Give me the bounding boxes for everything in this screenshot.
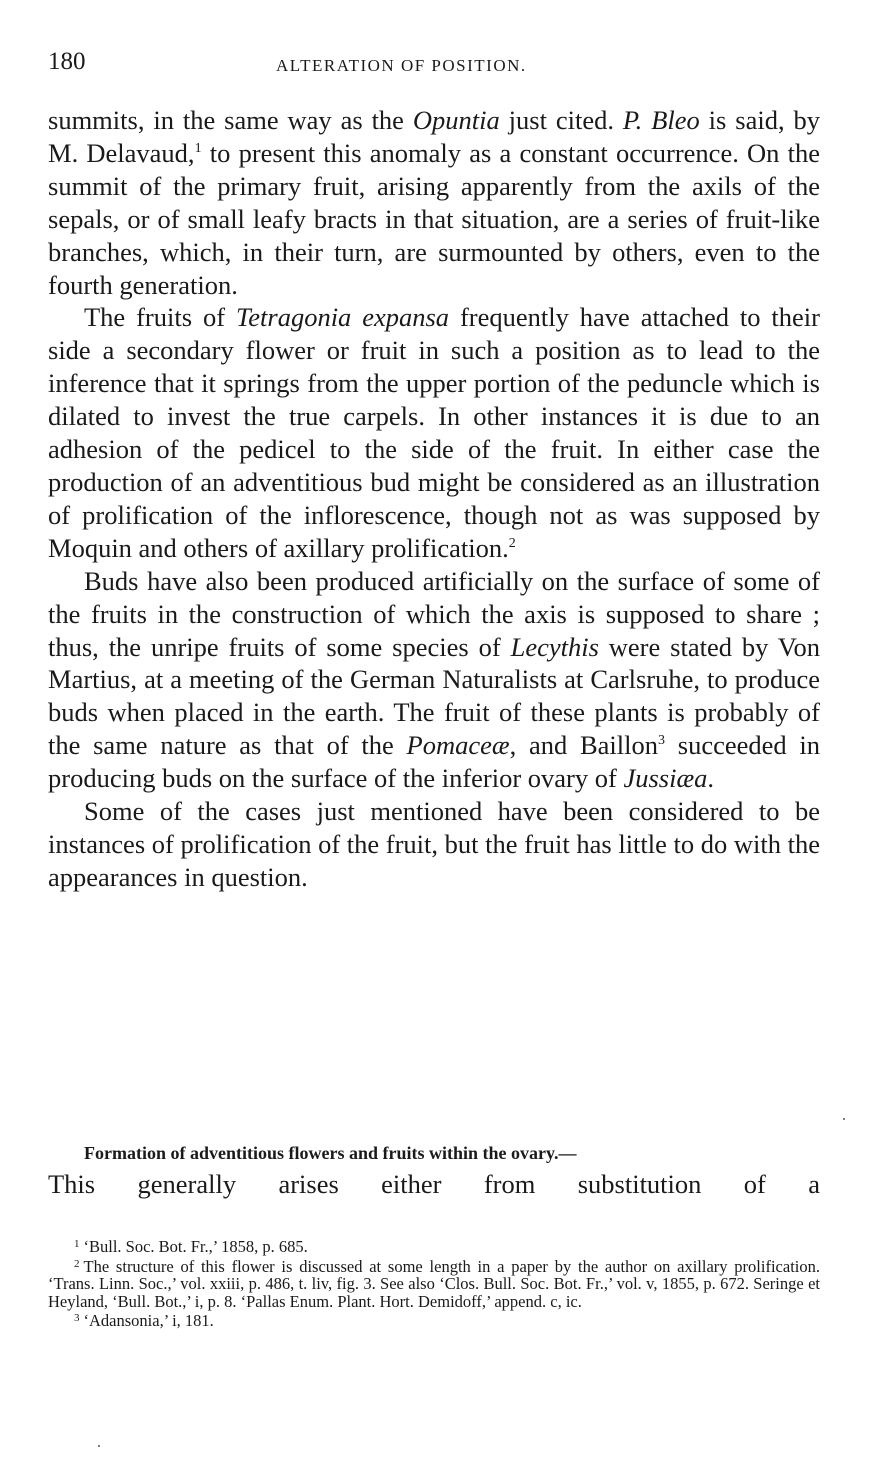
footnote-ref: 2 <box>508 535 516 551</box>
footnote-ref: 1 <box>194 140 202 156</box>
taxon-name: Jussiæa <box>623 763 708 794</box>
text-run: . <box>707 763 715 794</box>
section-heading: Formation of adventitious flowers and fruits within the ovary.— <box>84 1143 577 1163</box>
text-run: summits, in the same way as the <box>48 105 413 135</box>
paragraph-2 <box>48 301 820 564</box>
text-run: is said, by M. Delavaud, <box>48 105 820 168</box>
footnote-text: ‘Adansonia,’ i, 181. <box>83 1311 214 1331</box>
footnote-text: ‘Bull. Soc. Bot. Fr.,’ 1858, p. 685. <box>83 1237 308 1256</box>
text-run: , and Baillon <box>509 730 658 761</box>
taxon-name: Pomaceæ <box>406 730 510 761</box>
text-run: Buds have also been produced artificially on the surface of some of the fruits in the construction of which the axis is supposed to share ; thus, the unripe fruits of some species of <box>48 565 820 662</box>
text-run: The fruits of <box>84 302 236 333</box>
text-run: frequently have attached to their side a secondary flower or fruit in such a position as to lead to the inference that it springs from the upper portion of the peduncle which is dilated to invest the true carpels. In other instances it is due to an adhesion of the pedicel to the side of the fruit. In either case the production of an adventitious bud might be considered as an illustration of prolification of the inflorescence, though not as was supposed by Moquin and others of axillary prolification. <box>48 302 820 563</box>
text-run: to present this anomaly as a constant occurrence. On the summit of the primary fruit, arising apparently from the axils of the sepals, or of small leafy bracts in that situation, are a series of fruit-like branches, which, in their turn, are surmounted by others, even to the fourth generation. <box>48 137 820 300</box>
section <box>48 1138 820 1200</box>
taxon-name: Opuntia <box>412 105 500 135</box>
page-number: 180 <box>48 48 86 75</box>
taxon-name: Tetragonia expansa <box>235 302 450 333</box>
running-title: ALTERATION OF POSITION. <box>276 56 527 75</box>
footnote-1 <box>48 1236 820 1256</box>
footnote-mark: 1 <box>74 1238 80 1250</box>
body-text <box>48 104 820 894</box>
text-run: Some of the cases just mentioned have been considered to be instances of prolification of the fruit, but the fruit has little to do with the appearances in question. <box>48 796 821 892</box>
footnote-mark: 3 <box>74 1312 80 1325</box>
text-run: just cited. <box>499 105 623 135</box>
footnote-ref: 3 <box>658 733 665 749</box>
taxon-name: P. Bleo <box>622 105 700 135</box>
footnotes <box>48 1236 820 1330</box>
paragraph-4 <box>48 795 820 894</box>
taxon-name: Lecythis <box>510 631 599 662</box>
text-run: were stated by Von Martius, at a meeting of the German Naturalists at Carlsruhe, to produce buds when placed in the earth. The fruit of these plants is probably of the same nature as that of the <box>48 631 821 761</box>
footnote-text: The structure of this flower is discussed at some length in a paper by the author on axillary prolification. ‘Trans. Linn. Soc.,’ vol. xxiii, p. 486, t. liv, fig. 3. See also ‘Clos. Bull. Soc. Bot. Fr.,’ vol. v, 1855, p. 672. Seringe et Heyland, ‘Bull. Bot.,’ i, p. 8. ‘Pallas Enum. Plant. Hort. Demidoff,’ append. c, ic. <box>48 1256 820 1311</box>
footnote-3 <box>48 1310 820 1330</box>
footnote-mark: 2 <box>74 1257 80 1270</box>
page-header <box>48 48 820 84</box>
paragraph-1 <box>48 104 820 301</box>
paragraph-3 <box>48 565 820 795</box>
paper-speck <box>843 1118 845 1120</box>
section-text: This generally arises either from substitution of a <box>48 1169 820 1199</box>
text-run: succeeded in producing buds on the surface of the inferior ovary of <box>48 730 820 794</box>
footnote-2 <box>48 1256 820 1311</box>
paper-speck <box>98 1445 100 1447</box>
